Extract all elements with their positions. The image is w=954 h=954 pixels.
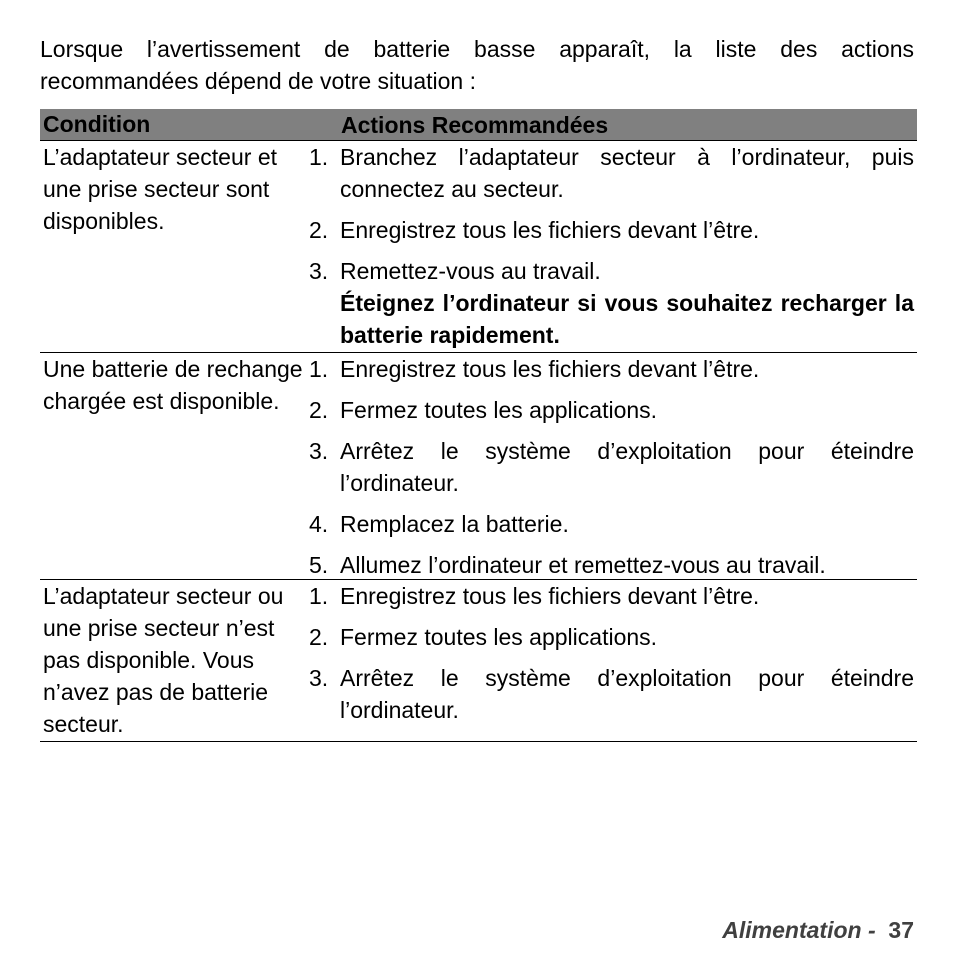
actions-list (309, 353, 914, 590)
action-item (309, 435, 914, 499)
action-note: Éteignez l’ordinateur si vous souhaitez recharger la batterie rapidement. (340, 290, 914, 348)
actions-list (309, 580, 914, 735)
action-text: Fermez toutes les applications. (340, 397, 658, 423)
action-item (309, 394, 914, 426)
action-item (309, 255, 914, 351)
action-item (309, 353, 914, 385)
condition-cell: L’adaptateur secteur et une prise secteur sont disponibles. (43, 144, 277, 234)
action-item (309, 580, 914, 612)
table-header (40, 109, 917, 141)
actions-list (309, 141, 914, 360)
action-text: Remettez-vous au travail. (340, 258, 601, 284)
action-item (309, 214, 914, 246)
action-text: Arrêtez le système d’exploitation pour éteindre l’ordinateur. (340, 438, 914, 496)
footer-section-title: Alimentation - (722, 917, 876, 943)
action-number: 1. (309, 356, 329, 382)
condition-cell: Une batterie de rechange chargée est disponible. (43, 356, 303, 414)
action-text: Enregistrez tous les fichiers devant l’être. (340, 356, 760, 382)
action-number: 4. (309, 511, 329, 537)
action-text: Arrêtez le système d’exploitation pour éteindre l’ordinateur. (340, 665, 914, 723)
action-number: 1. (309, 144, 329, 170)
action-item (309, 549, 914, 581)
action-number: 3. (309, 665, 329, 691)
condition-cell: L’adaptateur secteur ou une prise secteur n’est pas disponible. Vous n’avez pas de batterie secteur. (43, 583, 284, 737)
battery-actions-table (40, 109, 917, 742)
action-text: Branchez l’adaptateur secteur à l’ordinateur, puis connectez au secteur. (340, 144, 914, 202)
page-footer (722, 914, 914, 946)
action-number: 2. (309, 624, 329, 650)
action-item (309, 621, 914, 653)
table-row (40, 580, 917, 742)
action-item (309, 141, 914, 205)
header-actions: Actions Recommandées (341, 112, 609, 138)
action-text: Allumez l’ordinateur et remettez-vous au travail. (340, 552, 826, 578)
header-condition: Condition (43, 111, 151, 137)
page-number: 37 (888, 917, 914, 943)
action-number: 1. (309, 583, 329, 609)
action-number: 3. (309, 438, 329, 464)
action-item (309, 508, 914, 540)
table-row (40, 353, 917, 580)
action-item (309, 662, 914, 726)
action-number: 2. (309, 217, 329, 243)
table-row (40, 141, 917, 353)
action-text: Enregistrez tous les fichiers devant l’être. (340, 217, 760, 243)
action-text: Fermez toutes les applications. (340, 624, 658, 650)
action-text: Enregistrez tous les fichiers devant l’être. (340, 583, 760, 609)
action-number: 2. (309, 397, 329, 423)
action-number: 3. (309, 258, 329, 284)
intro-paragraph: Lorsque l’avertissement de batterie basse apparaît, la liste des actions recommandées dépend de votre situation : (40, 36, 914, 94)
action-number: 5. (309, 552, 329, 578)
action-text: Remplacez la batterie. (340, 511, 569, 537)
